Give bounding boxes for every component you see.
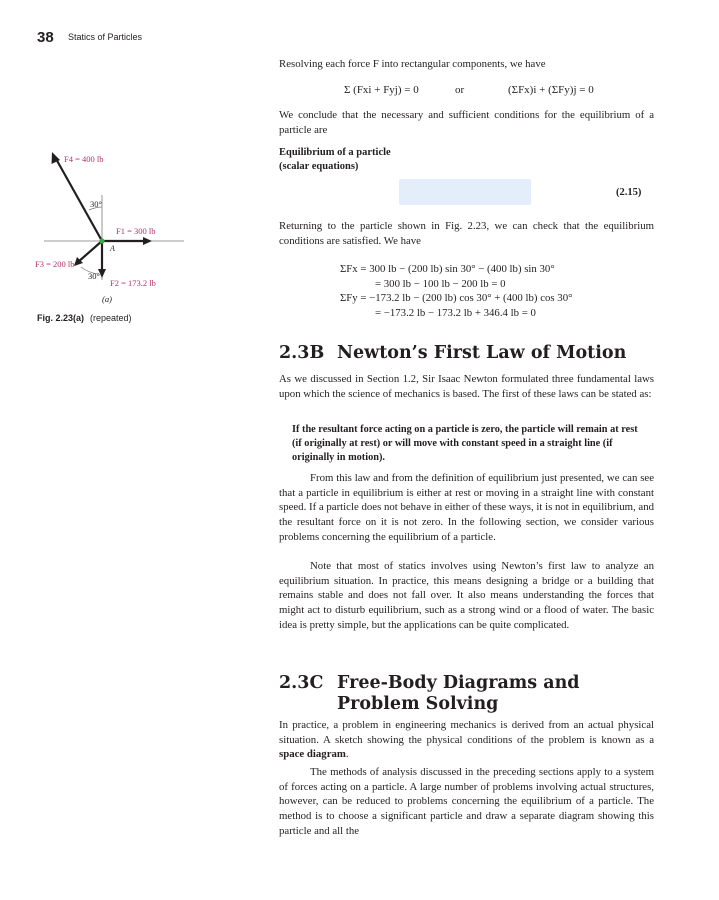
paragraph-text: In practice, a problem in engineering mechanics is derived from an actual physical situation. A sketch showing the physical conditions of the problem is known as a (279, 719, 654, 746)
equation-number: (2.15) (616, 187, 642, 198)
sum-row-lhs: ΣFx = (340, 263, 370, 275)
vector-equation-right: (ΣFx)i + (ΣFy)j = 0 (508, 84, 594, 96)
section-heading-2-3b (279, 343, 679, 364)
page-number: 38 (37, 29, 54, 46)
label-f1: F1 = 300 lb (116, 226, 156, 236)
section-title: Free-Body Diagrams and Problem Solving (337, 673, 580, 714)
sum-row-rhs: = 300 lb − 100 lb − 200 lb = 0 (375, 277, 506, 290)
term-space-diagram: space diagram (279, 748, 346, 761)
sum-row (340, 306, 572, 321)
equation-highlight-box (399, 179, 531, 205)
particle-point (99, 238, 104, 243)
label-f4: F4 = 400 lb (64, 154, 104, 164)
section-2-3c-paragraph-1 (279, 718, 654, 762)
label-f2: F2 = 173.2 lb (110, 278, 156, 288)
section-2-3b-paragraph-2: From this law and from the definition of equilibrium just presented, we can see that a particle in equilibrium is either at rest or moving in a straight line with constant speed. If a particle does not behave in either of these ways, it is not in equilibrium, and the resultant force on it is not zero. In the following section, we consider various problems concerning the equilibrium of a particle. (279, 472, 654, 543)
sum-row-rhs: 300 lb − (200 lb) sin 30° − (400 lb) sin 30° (369, 263, 555, 275)
sum-row-lhs: ΣFy = (340, 292, 370, 305)
label-f3: F3 = 200 lb (35, 259, 75, 269)
equilibrium-label (279, 146, 391, 174)
section-number: 2.3B (279, 343, 325, 363)
force-f1-arrowhead (143, 237, 152, 245)
section-2-3b-paragraph-3: Note that most of statics involves using Newton’s first law to analyze an equilibrium situation. In practice, this means designing a bridge or a building that remains stable and does not fall over. It also means understanding the forces that might act to disturb equilibrium, such as a strong wind or a flood of water. The basic idea is pretty simple, but the applications can be quite complicated. (279, 560, 654, 631)
intro-paragraph-2: We conclude that the necessary and sufficient conditions for the equilibrium of a particle are (279, 109, 654, 136)
label-angle-bottom: 30° (88, 271, 100, 281)
section-title: Newton’s First Law of Motion (337, 343, 627, 363)
section-number: 2.3C (279, 673, 324, 693)
intro-paragraph-1: Resolving each force F into rectangular components, we have (279, 58, 546, 70)
label-point-a: A (110, 244, 115, 253)
sum-row (340, 262, 572, 277)
law-text: If the resultant force acting on a particle is zero, the particle will remain at rest (if originally at rest) or will move with constant speed in a straight line (if originally in motion). (292, 424, 638, 464)
paragraph-text: . (345, 748, 349, 761)
figure-caption-text: (repeated) (90, 313, 132, 323)
running-head: Statics of Particles (68, 32, 143, 42)
sum-row-rhs: −173.2 lb − (200 lb) cos 30° + (400 lb) cos 30° (369, 292, 573, 305)
force-f3-line (78, 241, 102, 262)
figure-caption (37, 313, 132, 323)
figure-caption-label: Fig. 2.23(a) (37, 313, 85, 323)
figure-sublabel: (a) (102, 294, 112, 304)
section-heading-2-3c (279, 673, 679, 715)
section-2-3b-paragraph-1: As we discussed in Section 1.2, Sir Isaac Newton formulated three fundamental laws upon which the science of mechanics is based. The first of these laws can be stated as: (279, 373, 654, 400)
label-angle-top: 30° (90, 199, 102, 209)
vector-equation-left: Σ (Fxi + Fyj) = 0 (344, 84, 419, 96)
section-2-3c-paragraph-2: The methods of analysis discussed in the preceding sections apply to a system of forces acting on a particle. A large number of problems involving actual structures, however, can be reduced to problems concerning the equilibrium of a particle. The method is to choose a significant particle and draw a separate diagram showing this particle and all the (279, 766, 654, 837)
equation-or: or (455, 84, 465, 96)
sum-row (340, 277, 572, 292)
equilibrium-label-line-2: (scalar equations) (279, 161, 359, 172)
sum-row (340, 291, 572, 306)
newton-first-law-statement (292, 423, 647, 466)
force-diagram (28, 150, 188, 310)
sum-equations (340, 262, 572, 321)
intro-paragraph-3: Returning to the particle shown in Fig. 2.23, we can check that the equilibrium conditions are satisfied. We have (279, 220, 654, 247)
equilibrium-label-line-1: Equilibrium of a particle (279, 147, 391, 158)
sum-row-rhs: = −173.2 lb − 173.2 lb + 346.4 lb = 0 (375, 307, 536, 320)
